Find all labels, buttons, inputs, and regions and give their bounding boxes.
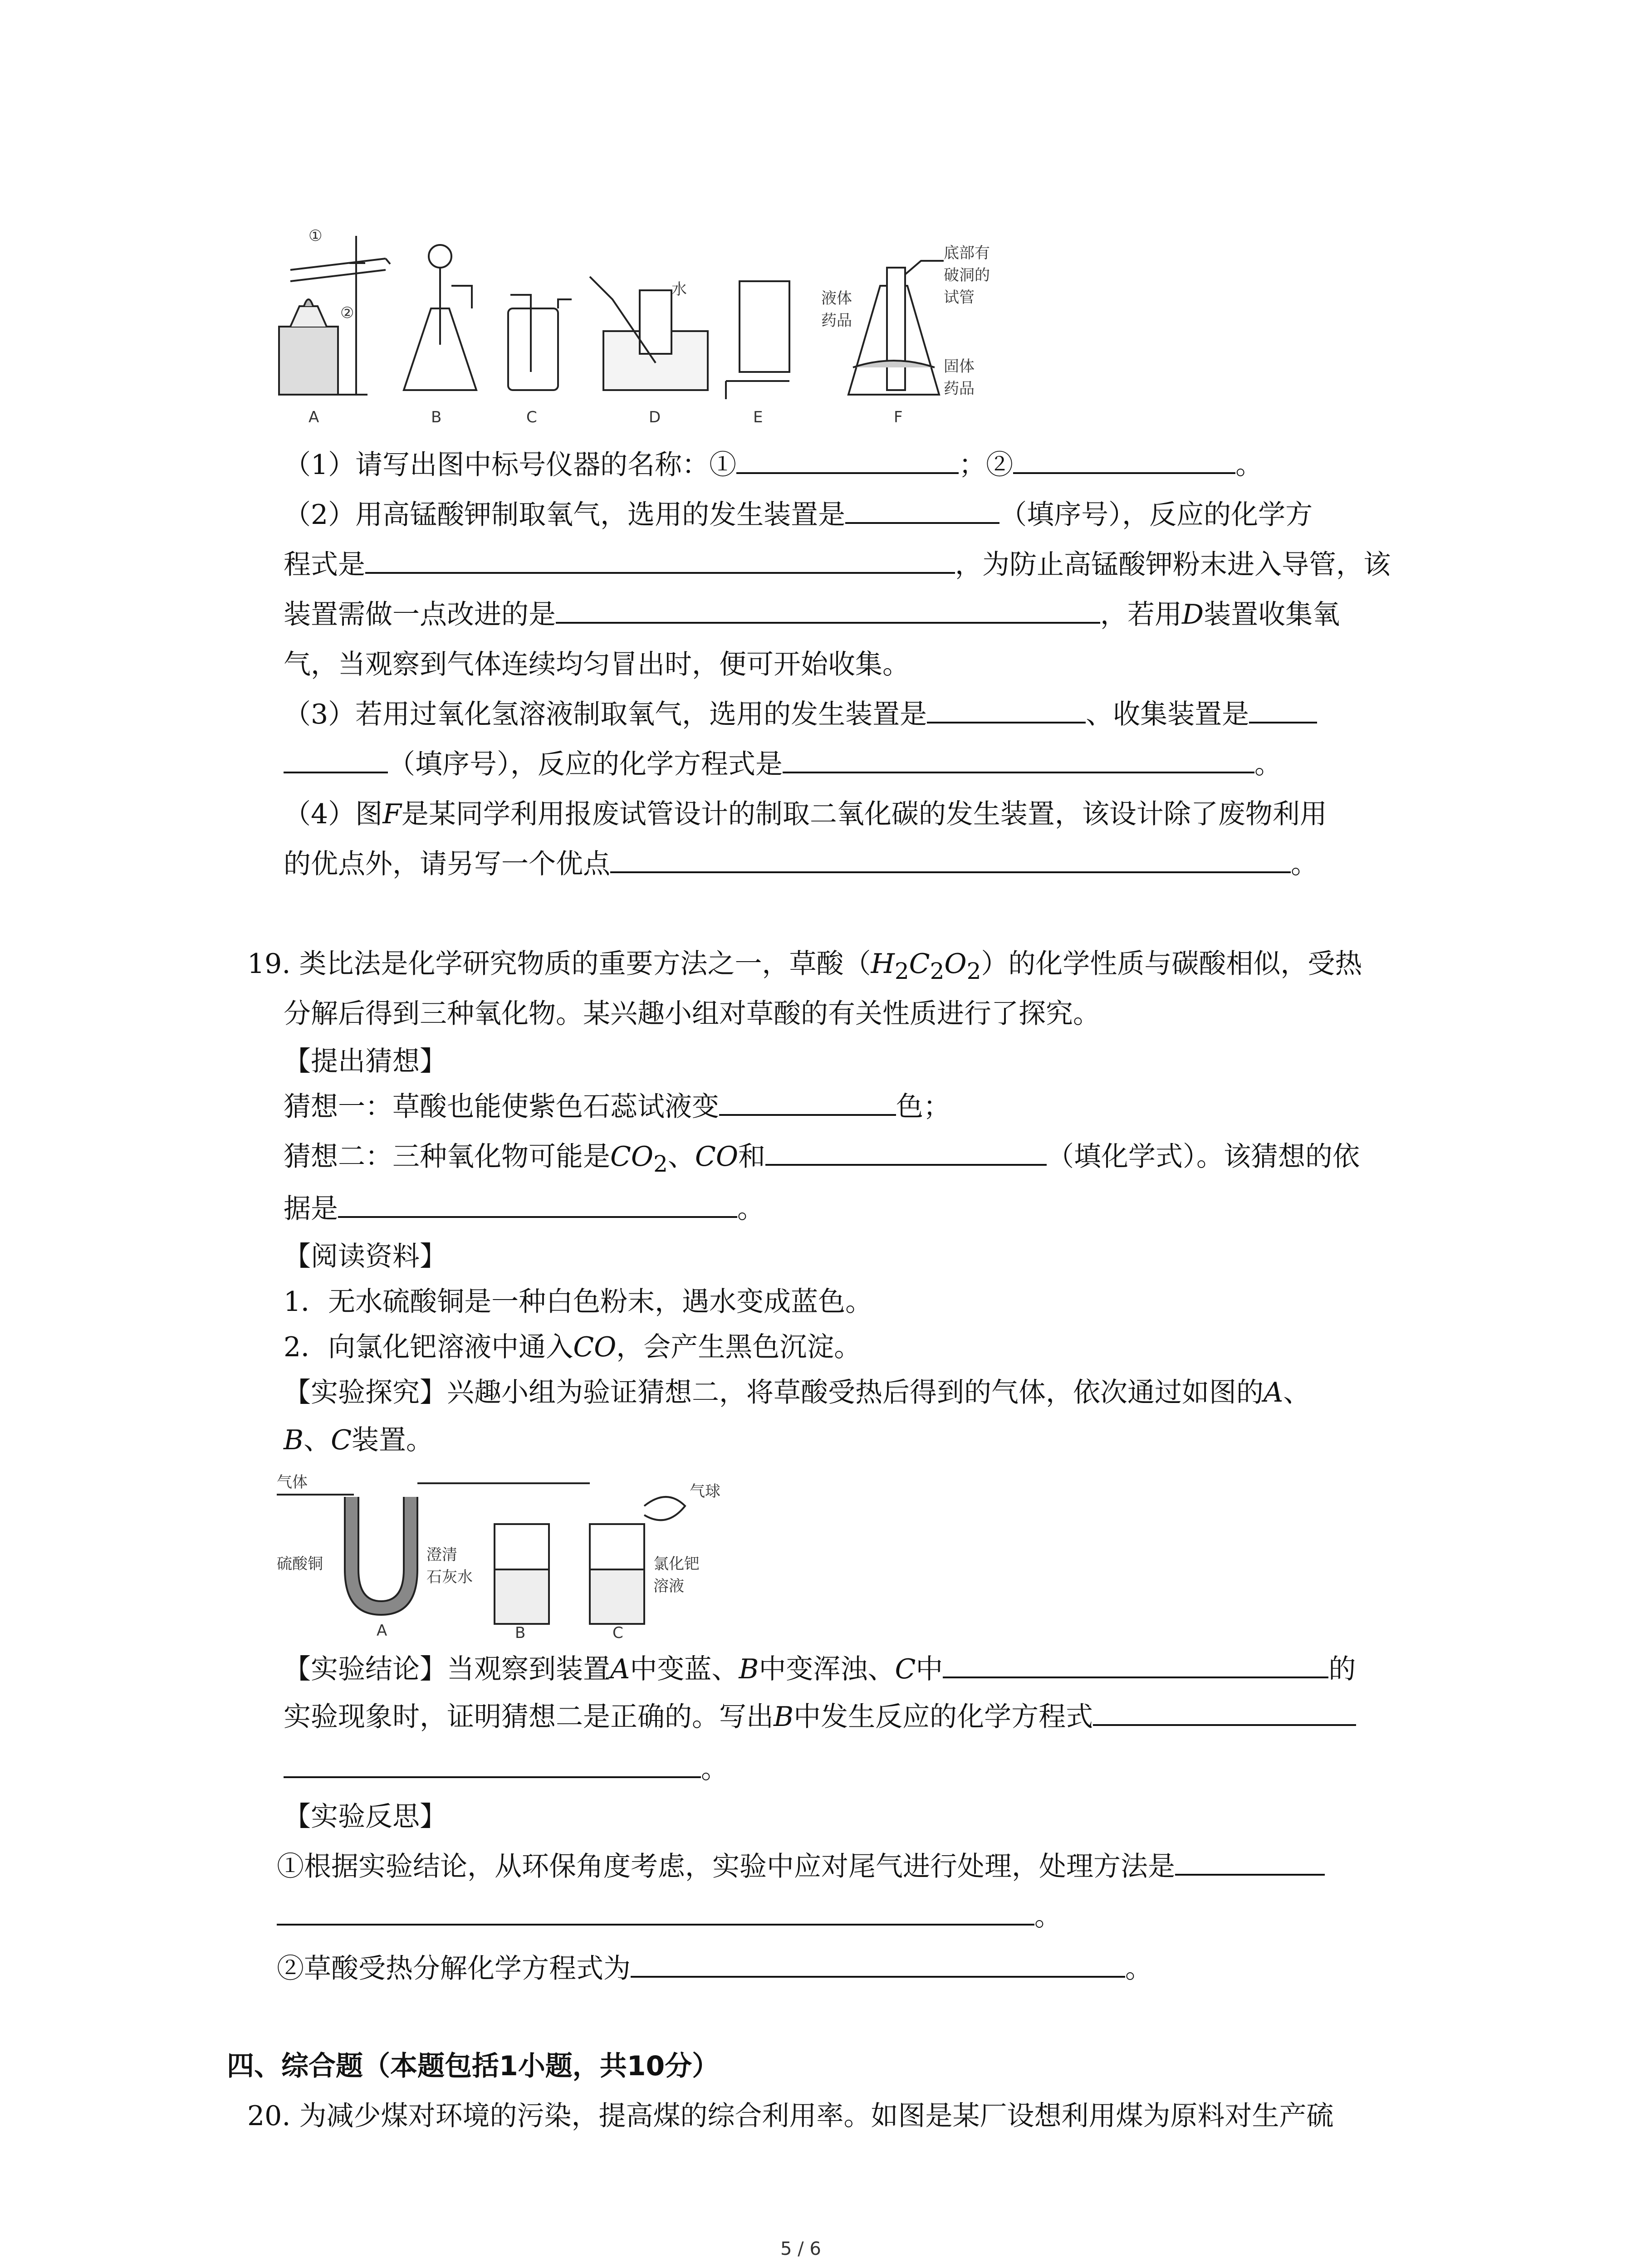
letter-b: B bbox=[431, 408, 442, 426]
answer-blank[interactable] bbox=[845, 497, 999, 524]
letter-e: E bbox=[753, 408, 763, 426]
explore1: 【实验探究】兴趣小组为验证猜想二，将草酸受热后得到的气体，依次通过如图的A、 bbox=[284, 1377, 1311, 1408]
answer-blank[interactable] bbox=[1093, 1699, 1356, 1726]
guess2: 猜想二：三种氧化物可能是$CO_2$、CO和 （填化学式）。该猜想的依 bbox=[284, 1139, 1360, 1182]
answer-blank[interactable] bbox=[1013, 447, 1235, 474]
reflect-heading: 【实验反思】 bbox=[284, 1801, 447, 1833]
conclusion1: 【实验结论】当观察到装置A中变蓝、B中变浑浊、C中 的 bbox=[284, 1651, 1356, 1687]
q19-line1: 19. 类比法是化学研究物质的重要方法之一，草酸$(H_2C_2O_2)$的化学性质与碳酸相似，受热 bbox=[247, 948, 1362, 984]
q18-part1: （1）请写出图中标号仪器的名称：① ；② 。 bbox=[284, 447, 1263, 483]
label-water: 水 bbox=[671, 280, 687, 298]
label-cuso4: 硫酸铜 bbox=[277, 1555, 323, 1573]
letter-b: B bbox=[515, 1624, 526, 1642]
answer-blank[interactable] bbox=[719, 1089, 896, 1116]
apparatus-drawing bbox=[272, 218, 1007, 431]
answer-blank[interactable] bbox=[631, 1950, 1125, 1978]
label-circle-1: ① bbox=[309, 227, 323, 245]
q18-part4-line1: （4）图F是某同学利用报废试管设计的制取二氧化碳的发生装置，该设计除了废物利用 bbox=[284, 798, 1327, 830]
answer-blank[interactable] bbox=[556, 596, 1100, 624]
answer-blank[interactable] bbox=[284, 1751, 701, 1778]
read2: 2．向氯化钯溶液中通入CO，会产生黑色沉淀。 bbox=[284, 1331, 862, 1363]
q20-line1: 20. 为减少煤对环境的污染，提高煤的综合利用率。如图是某厂设想利用煤为原料对生产硫 bbox=[247, 2100, 1334, 2132]
label-liquid: 液体 药品 bbox=[821, 289, 852, 330]
section-heading: 四、综合题（本题包括1小题，共10分） bbox=[227, 2050, 720, 2082]
q18-part4-line2: 的优点外，请另写一个优点 。 bbox=[284, 846, 1318, 882]
conclusion3: 。 bbox=[284, 1751, 728, 1787]
read1: 1．无水硫酸铜是一种白色粉末，遇水变成蓝色。 bbox=[284, 1286, 873, 1318]
answer-blank[interactable] bbox=[277, 1898, 1034, 1926]
q18-part2-line2: 程式是 ，为防止高锰酸钾粉末进入导管，该 bbox=[284, 547, 1391, 583]
answer-blank[interactable] bbox=[943, 1651, 1328, 1678]
label-pdcl: 氯化钯 溶液 bbox=[653, 1555, 700, 1595]
page-number: 5 / 6 bbox=[780, 2239, 821, 2259]
answer-blank[interactable] bbox=[1249, 696, 1317, 723]
letter-d: D bbox=[649, 408, 661, 426]
answer-blank[interactable] bbox=[1175, 1848, 1325, 1876]
q18-part2-line4: 气，当观察到气体连续均匀冒出时，便可开始收集。 bbox=[284, 649, 910, 680]
answer-blank[interactable] bbox=[610, 846, 1291, 873]
letter-f: F bbox=[894, 408, 903, 426]
letter-a: A bbox=[377, 1622, 387, 1640]
reflect2: ②草酸受热分解化学方程式为 。 bbox=[277, 1950, 1152, 1987]
guess1: 猜想一：草酸也能使紫色石蕊试液变 色； bbox=[284, 1089, 950, 1125]
q18-part3-line1: （3）若用过氧化氢溶液制取氧气，选用的发生装置是 、收集装置是 bbox=[284, 696, 1317, 733]
label-balloon: 气球 bbox=[690, 1482, 720, 1501]
letter-a: A bbox=[309, 408, 319, 426]
explore2: B、C装置。 bbox=[284, 1424, 434, 1456]
answer-blank[interactable] bbox=[365, 547, 955, 574]
answer-blank[interactable] bbox=[338, 1191, 737, 1218]
q18-part2-line1: （2）用高锰酸钾制取氧气，选用的发生装置是 （填序号），反应的化学方 bbox=[284, 497, 1313, 533]
letter-c: C bbox=[612, 1624, 623, 1642]
guess2-basis: 据是 。 bbox=[284, 1191, 764, 1227]
q18-part3-line2: （填序号），反应的化学方程式是 。 bbox=[284, 746, 1282, 782]
figure-apparatus-a-f bbox=[272, 218, 1007, 431]
answer-blank[interactable] bbox=[284, 746, 388, 773]
answer-blank[interactable] bbox=[736, 447, 959, 474]
label-gas: 气体 bbox=[277, 1473, 308, 1491]
q19-line2: 分解后得到三种氧化物。某兴趣小组对草酸的有关性质进行了探究。 bbox=[284, 998, 1100, 1030]
label-lime: 澄清 石灰水 bbox=[426, 1546, 473, 1586]
q18-part2-line3: 装置需做一点改进的是 ，若用D装置收集氧 bbox=[284, 596, 1340, 633]
answer-blank[interactable] bbox=[927, 696, 1086, 723]
guess-heading: 【提出猜想】 bbox=[284, 1046, 447, 1077]
answer-blank[interactable] bbox=[783, 746, 1254, 773]
read-heading: 【阅读资料】 bbox=[284, 1241, 447, 1272]
label-circle-2: ② bbox=[340, 304, 354, 322]
conclusion2: 实验现象时，证明猜想二是正确的。写出B中发生反应的化学方程式 bbox=[284, 1699, 1356, 1735]
figure-gas-apparatus bbox=[277, 1470, 753, 1642]
reflect1: ①根据实验结论，从环保角度考虑，实验中应对尾气进行处理，处理方法是 bbox=[277, 1848, 1325, 1885]
reflect1b: 。 bbox=[277, 1898, 1062, 1935]
label-solid: 固体 药品 bbox=[944, 357, 975, 398]
letter-c: C bbox=[526, 408, 537, 426]
answer-blank[interactable] bbox=[765, 1139, 1047, 1166]
label-broken-tube: 底部有 破洞的 试管 bbox=[944, 244, 990, 307]
